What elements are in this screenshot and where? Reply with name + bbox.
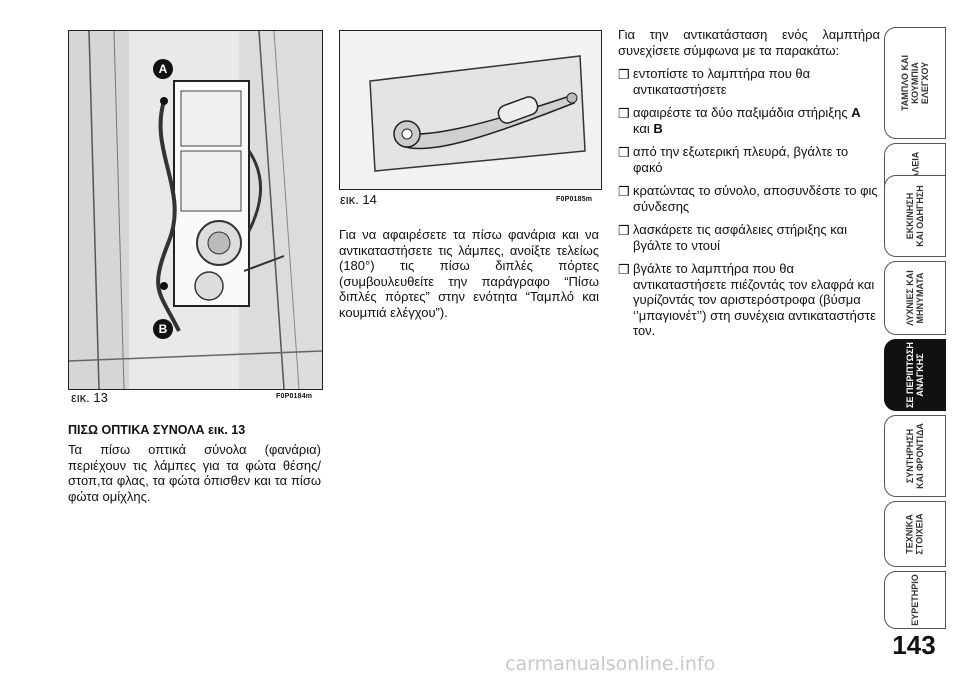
removal-tool-illustration [340, 31, 601, 189]
marker-a: A [153, 59, 173, 79]
nut-b-label: B [653, 120, 663, 136]
tab-label: ΤΕΧΝΙΚΑ ΣΤΟΙΧΕΙΑ [905, 513, 925, 555]
tab-starting-driving[interactable] [884, 175, 946, 257]
tab-label: ΤΑΜΠΛΟ ΚΑΙ ΚΟΥΜΠΙΑ ΕΛΕΓΧΟΥ [900, 54, 930, 112]
tab-technical-data[interactable] [884, 501, 946, 567]
bullet-text: λασκάρετε τις ασφάλειες στήριξης και βγάλτε το ντουί [633, 222, 848, 253]
watermark: carmanualsonline.info [505, 653, 716, 675]
bullet-item [618, 144, 880, 175]
figure-13-caption: εικ. 13 [71, 390, 108, 405]
middle-paragraph: Για να αφαιρέσετε τα πίσω φανάρια και να αντικαταστήσετε τις λάμπες, ανοίξτε τελείως (180°) τις πίσω διπλές πόρτες (συμβουλευθείτε την παράγραφο “Πίσω διπλές πόρτες” στην ενότητα “Ταμπλό και κουμπιά ελέγχου”). [339, 227, 599, 320]
tab-emergency[interactable] [884, 339, 946, 411]
tab-label: ΕΚΚΙΝΗΣΗ ΚΑΙ ΟΔΗΓΗΣΗ [905, 185, 926, 247]
tab-label: ΛΥΧΝΙΕΣ ΚΑΙ ΜΗΝΥΜΑΤΑ [904, 270, 925, 326]
section-heading: ΠΙΣΩ ΟΠΤΙΚΑ ΣΥΝΟΛΑ εικ. 13 [68, 423, 246, 437]
nut-a-label: A [851, 105, 861, 120]
bullet-item [618, 66, 880, 97]
tail-light-illustration [69, 31, 322, 389]
page-number: 143 [892, 630, 936, 660]
tab-warning-lights[interactable] [884, 261, 946, 335]
figure-14-caption: εικ. 14 [340, 192, 377, 207]
checkbox-bullet-icon: ❒ [618, 223, 630, 238]
figure-13-image [68, 30, 323, 390]
bullet-text: αφαιρέστε τα δύο παξιμάδια στήριξης A και B [633, 105, 861, 136]
bullet-text: εντοπίστε το λαμπτήρα που θα αντικαταστήσετε [633, 66, 811, 97]
checkbox-bullet-icon: ❒ [618, 145, 630, 160]
left-paragraph: Τα πίσω οπτικά σύνολα (φανάρια) περιέχουν τις λάμπες για τα φώτα θέσης/στοπ,τα φλας, τα φώτα όπισθεν και τα πίσω φώτα ομίχλης. [68, 442, 321, 504]
bullet-text: από την εξωτερική πλευρά, βγάλτε το φακό [633, 144, 849, 175]
bullet-item [618, 261, 880, 339]
bullet-text: κρατώντας το σύνολο, αποσυνδέστε το φις σύνδεσης [633, 183, 878, 214]
tab-label: ΣΥΝΤΗΡΗΣΗ ΚΑΙ ΦΡΟΝΤΙΔΑ [905, 423, 926, 489]
figure-14-image [339, 30, 602, 190]
checkbox-bullet-icon: ❒ [618, 67, 630, 82]
bullet-item [618, 183, 880, 214]
bullet-text: βγάλτε το λαμπτήρα που θα αντικαταστήσετε πιέζοντάς τον ελαφρά και γυρίζοντάς τον αριστερόστροφα (βύσμα ‘’μπαγιονέτ’’) στη συνέχεια αντικαταστήστε τον. [633, 261, 876, 338]
figure-13-code: F0P0184m [276, 393, 313, 400]
right-intro: Για την αντικατάσταση ενός λαμπτήρα συνεχίσετε σύμφωνα με τα παρακάτω: [618, 27, 880, 58]
tab-label: ΕΥΡΕΤΗΡΙΟ [909, 574, 920, 626]
tab-index[interactable] [884, 571, 946, 629]
marker-b: B [153, 319, 173, 339]
tab-dashboard-controls[interactable] [884, 27, 946, 139]
checkbox-bullet-icon: ❒ [618, 106, 630, 121]
figure-14-code: F0P0185m [556, 196, 593, 203]
tab-label: ΣΕ ΠΕΡΙΠΤΩΣΗ ΑΝΑΓΚΗΣ [905, 342, 925, 408]
checkbox-bullet-icon: ❒ [618, 184, 630, 199]
checkbox-bullet-icon: ❒ [618, 262, 630, 277]
bullet-item [618, 222, 880, 253]
bullet-item [618, 105, 880, 136]
tab-maintenance[interactable] [884, 415, 946, 497]
